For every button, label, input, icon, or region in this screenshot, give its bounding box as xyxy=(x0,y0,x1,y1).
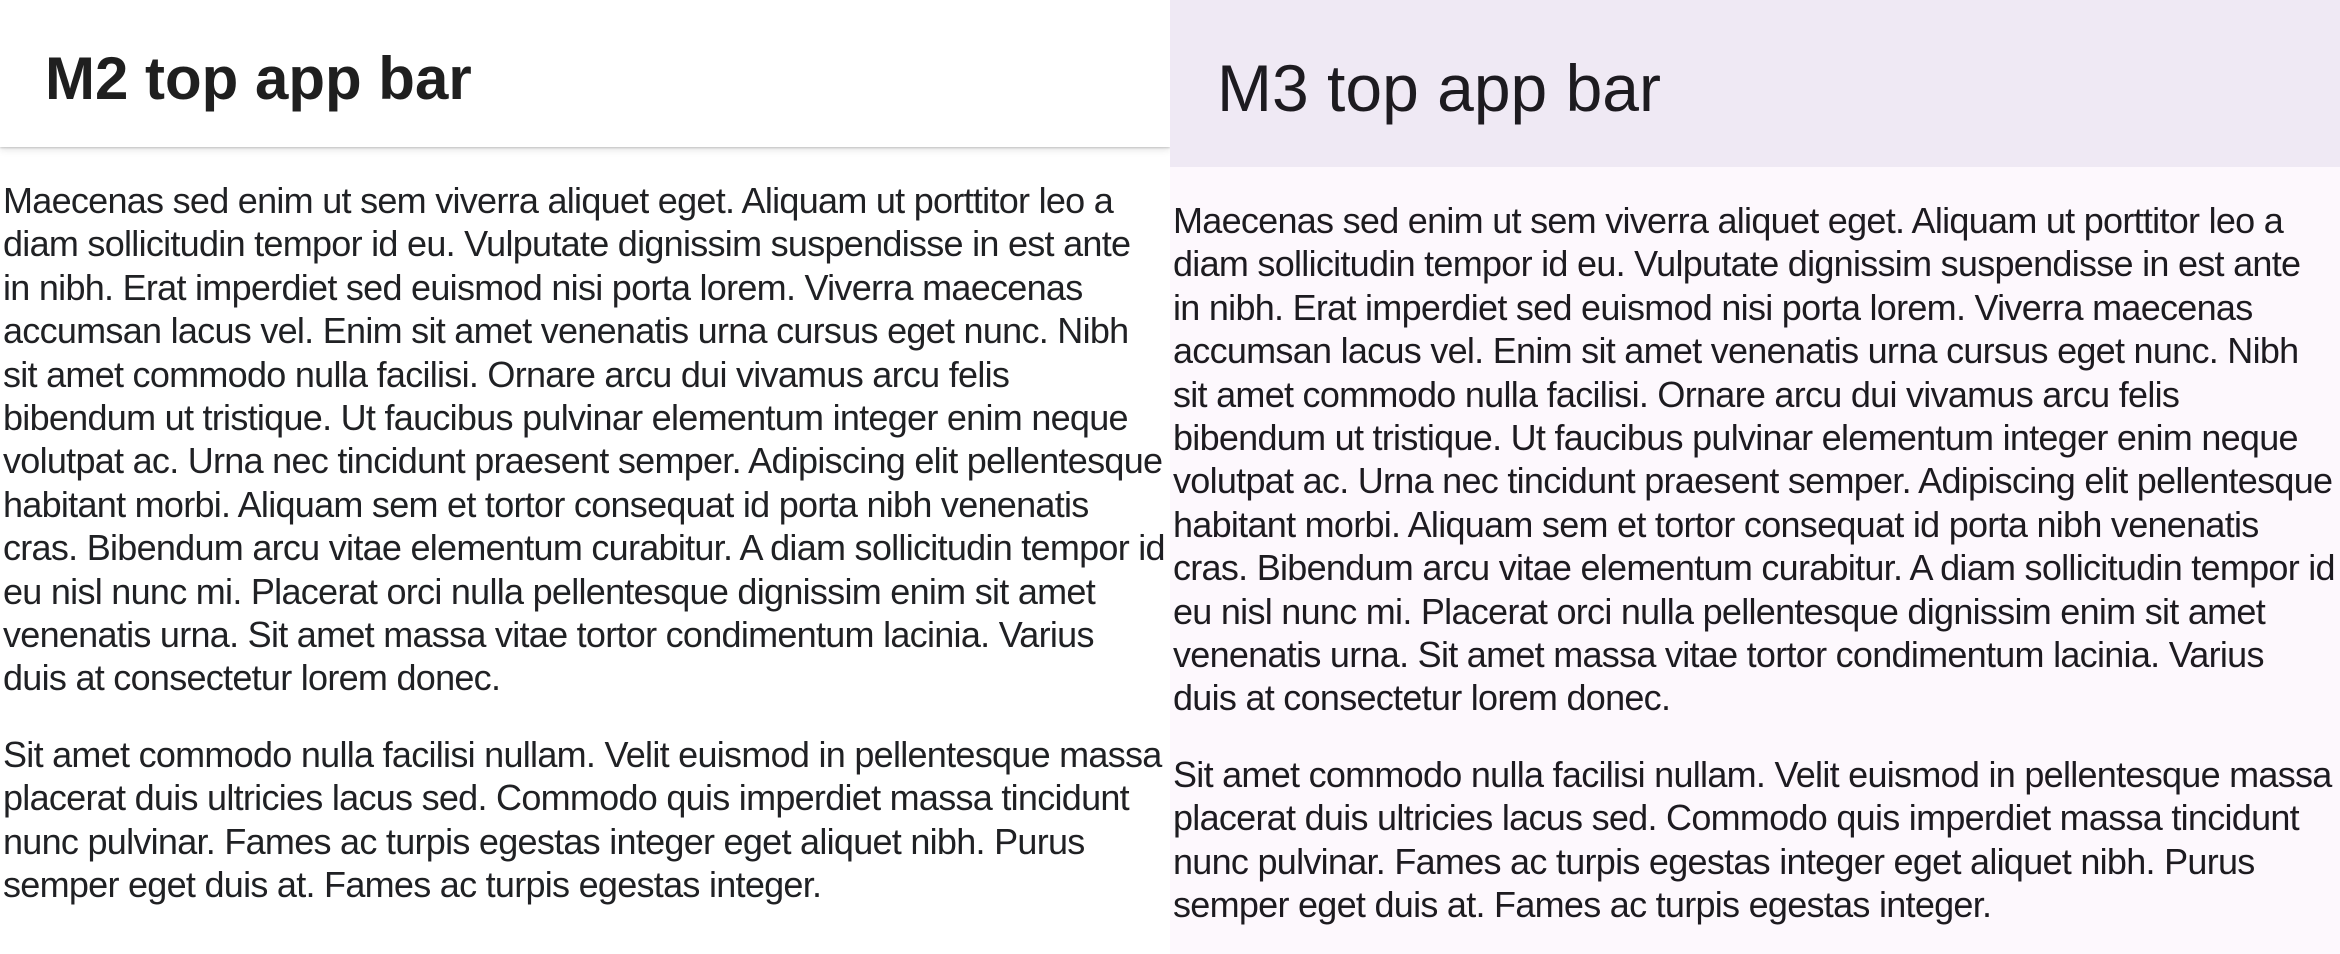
m3-panel xyxy=(1170,0,2340,954)
m2-body-content xyxy=(0,147,1170,907)
m2-top-app-bar xyxy=(0,0,1170,147)
m3-top-app-bar xyxy=(1170,0,2340,167)
m3-body-content xyxy=(1170,167,2340,927)
m2-body-paragraph-1: Maecenas sed enim ut sem viverra aliquet eget. Aliquam ut porttitor leo a diam sollicitudin tempor id eu. Vulputate dignissim suspendisse in est ante in nibh. Erat imperdiet sed euismod nisi porta lorem. Viverra maecenas accumsan lacus vel. Enim sit amet venenatis urna cursus eget nunc. Nibh sit amet commodo nulla facilisi. Ornare arcu dui vivamus arcu felis bibendum ut tristique. Ut faucibus pulvinar elementum integer enim neque volutpat ac. Urna nec tincidunt praesent semper. Adipiscing elit pellentesque habitant morbi. Aliquam sem et tortor consequat id porta nibh venenatis cras. Bibendum arcu vitae elementum curabitur. A diam sollicitudin tempor id eu nisl nunc mi. Placerat orci nulla pellentesque dignissim enim sit amet venenatis urna. Sit amet massa vitae tortor condimentum lacinia. Varius duis at consectetur lorem donec. xyxy=(3,180,1165,699)
m3-app-bar-title: M3 top app bar xyxy=(1217,50,1661,125)
m3-body-paragraph-1: Maecenas sed enim ut sem viverra aliquet eget. Aliquam ut porttitor leo a diam sollicitudin tempor id eu. Vulputate dignissim suspendisse in est ante in nibh. Erat imperdiet sed euismod nisi porta lorem. Viverra maecenas accumsan lacus vel. Enim sit amet venenatis urna cursus eget nunc. Nibh sit amet commodo nulla facilisi. Ornare arcu dui vivamus arcu felis bibendum ut tristique. Ut faucibus pulvinar elementum integer enim neque volutpat ac. Urna nec tincidunt praesent semper. Adipiscing elit pellentesque habitant morbi. Aliquam sem et tortor consequat id porta nibh venenatis cras. Bibendum arcu vitae elementum curabitur. A diam sollicitudin tempor id eu nisl nunc mi. Placerat orci nulla pellentesque dignissim enim sit amet venenatis urna. Sit amet massa vitae tortor condimentum lacinia. Varius duis at consectetur lorem donec. xyxy=(1173,200,2335,719)
m2-app-bar-title: M2 top app bar xyxy=(45,45,472,112)
m2-body-paragraph-2: Sit amet commodo nulla facilisi nullam. Velit euismod in pellentesque massa placerat duis ultricies lacus sed. Commodo quis imperdiet massa tincidunt nunc pulvinar. Fames ac turpis egestas integer eget aliquet nibh. Purus semper eget duis at. Fames ac turpis egestas integer. xyxy=(3,733,1162,906)
m3-body-paragraph-2: Sit amet commodo nulla facilisi nullam. Velit euismod in pellentesque massa placerat duis ultricies lacus sed. Commodo quis imperdiet massa tincidunt nunc pulvinar. Fames ac turpis egestas integer eget aliquet nibh. Purus semper eget duis at. Fames ac turpis egestas integer. xyxy=(1173,753,2332,926)
